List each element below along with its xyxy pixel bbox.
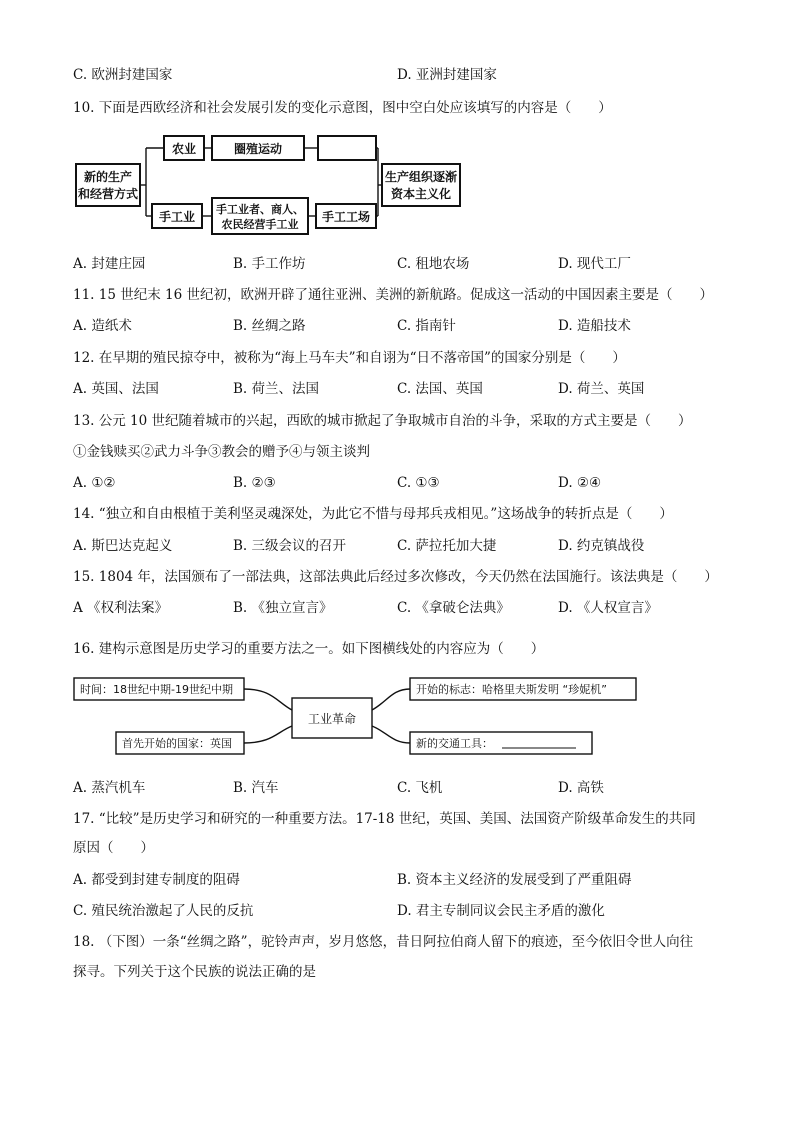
q10-option-d: D. 现代工厂	[558, 256, 631, 272]
q10-option-b: B. 手工作坊	[233, 256, 306, 272]
q16-stem: 16. 建构示意图是历史学习的重要方法之一。如下图横线处的内容应为（ ）	[73, 641, 545, 657]
q11-option-a: A. 造纸术	[73, 318, 132, 334]
q13-sub: ①金钱赎买②武力斗争③教会的赠予④与领主谈判	[73, 444, 370, 460]
q10-option-a: A. 封建庄园	[73, 256, 146, 272]
q10-mid-line1: 手工业者、商人、	[216, 203, 304, 216]
q17-option-c: C. 殖民统治激起了人民的反抗	[73, 903, 254, 919]
q11-option-c: C. 指南针	[397, 318, 456, 334]
q14-stem: 14. “独立和自由根植于美利坚灵魂深处，为此它不惜与母邦兵戎相见。”这场战争的转折点是（ ）	[73, 506, 673, 522]
q10-left-line1: 新的生产	[83, 170, 133, 184]
q14-option-a: A. 斯巴达克起义	[73, 538, 173, 554]
q15-option-a: A 《权利法案》	[73, 600, 169, 616]
q16-country-label: 首先开始的国家：英国	[122, 737, 232, 750]
q10-stem: 10. 下面是西欧经济和社会发展引发的变化示意图，图中空白处应该填写的内容是（ ）	[73, 100, 612, 116]
q12-stem: 12. 在早期的殖民掠夺中，被称为“海上马车夫”和自诩为“日不落帝国”的国家分别是（ ）	[73, 350, 626, 366]
q13-stem: 13. 公元 10 世纪随着城市的兴起，西欧的城市掀起了争取城市自治的斗争，采取的方式主要是（ ）	[73, 413, 692, 429]
q13-option-c: C. ①③	[397, 475, 440, 491]
q14-option-c: C. 萨拉托加大捷	[397, 538, 497, 554]
q10-mid-line2: 农民经营手工业	[221, 218, 299, 231]
q14-option-d: D. 约克镇战役	[558, 538, 645, 554]
q17-option-a: A. 都受到封建专制度的阻碍	[73, 872, 240, 888]
q13-option-b: B. ②③	[233, 475, 276, 491]
q11-option-b: B. 丝绸之路	[233, 318, 306, 334]
q18-stem-line1: 18. （下图）一条“丝绸之路”，驼铃声声，岁月悠悠，昔日阿拉伯商人留下的痕迹，至今依旧令世人向往	[73, 934, 694, 950]
q10-box-blank	[318, 136, 376, 160]
q15-option-b: B. 《独立宣言》	[233, 600, 333, 616]
q14-option-b: B. 三级会议的召开	[233, 538, 347, 554]
q10-right-line2: 资本主义化	[390, 187, 452, 201]
q12-option-d: D. 荷兰、英国	[558, 381, 645, 397]
q12-option-c: C. 法国、英国	[397, 381, 483, 397]
q10-workshop-label: 手工工场	[321, 210, 371, 224]
q11-option-d: D. 造船技术	[558, 318, 631, 334]
q10-option-c: C. 租地农场	[397, 256, 470, 272]
q9-option-d: D. 亚洲封建国家	[397, 67, 497, 83]
q13-option-a: A. ①②	[73, 475, 116, 491]
q10-agri-label: 农业	[171, 142, 197, 156]
q16-transport-label: 新的交通工具：	[416, 737, 493, 750]
q16-option-d: D. 高铁	[558, 780, 604, 796]
q17-stem-line1: 17. “比较”是历史学习和研究的一种重要方法。17-18 世纪，英国、美国、法国资产阶级革命发生的共同	[73, 811, 696, 827]
q10-handicraft-label: 手工业	[158, 210, 196, 224]
q18-stem-line2: 探寻。下列关于这个民族的说法正确的是	[73, 964, 316, 980]
q17-option-b: B. 资本主义经济的发展受到了严重阻碍	[397, 872, 632, 888]
q10-left-line2: 和经营方式	[77, 187, 139, 201]
q10-diagram	[74, 130, 464, 242]
q10-right-line1: 生产组织逐渐	[384, 170, 458, 184]
q17-option-d: D. 君主专制同议会民主矛盾的激化	[397, 903, 605, 919]
q10-enclosure-label: 圈殖运动	[233, 142, 283, 156]
q17-stem-line2: 原因（ ）	[73, 840, 154, 856]
q15-option-d: D. 《人权宣言》	[558, 600, 658, 616]
q12-option-b: B. 荷兰、法国	[233, 381, 320, 397]
q13-option-d: D. ②④	[558, 475, 602, 491]
q16-option-c: C. 飞机	[397, 780, 443, 796]
q9-option-c: C. 欧洲封建国家	[73, 67, 173, 83]
q16-diagram	[72, 672, 638, 768]
q12-option-a: A. 英国、法国	[73, 381, 159, 397]
q16-option-b: B. 汽车	[233, 780, 279, 796]
q15-stem: 15. 1804 年，法国颁布了一部法典，这部法典此后经过多次修改，今天仍然在法国施行。该法典是（ ）	[73, 569, 718, 585]
q15-option-c: C. 《拿破仑法典》	[397, 600, 510, 616]
q16-center-label: 工业革命	[307, 712, 357, 726]
q16-time-label: 时间：18世纪中期-19世纪中期	[80, 683, 233, 696]
q16-start-label: 开始的标志：哈格里夫斯发明 “珍妮机”	[416, 683, 607, 696]
q16-option-a: A. 蒸汽机车	[73, 780, 146, 796]
q11-stem: 11. 15 世纪末 16 世纪初，欧洲开辟了通往亚洲、美洲的新航路。促成这一活动的中国因素主要是（ ）	[73, 287, 713, 303]
